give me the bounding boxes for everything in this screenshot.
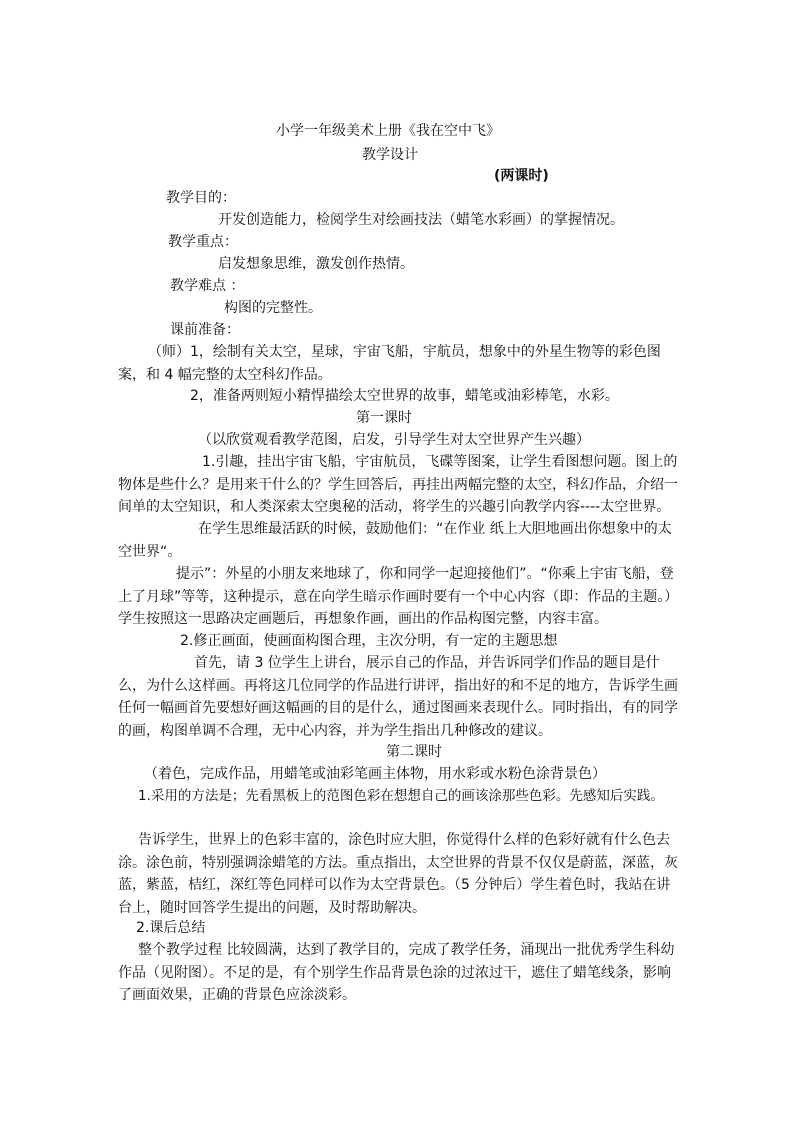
difficulty-text: 构图的完整性。	[224, 300, 322, 316]
doc-periods: (两课时)	[494, 168, 549, 184]
prep-text-2: 2，准备两则短小精悍描绘太空世界的故事，蜡笔或油彩棒笔，水彩。	[190, 388, 619, 404]
lesson1-paragraph-1: 1.引趣，挂出宇宙飞船，宇宙航员，飞碟等图案，让学生看图想问题。图上的物体是些什么？是用来干什么的？学生回答后，再挂出两幅完整的太空，科幻作品，介绍一间单的太空知识，和人类深索太空奥秘的活动，将学生的兴趣引向教学内容----太空世界。	[118, 454, 678, 515]
prep-text-1: （师）1，绘制有关太空，星球，宇宙飞船，宇航员，想象中的外星生物等的彩色图案，和 4 幅完整的太空科幻作品。	[118, 344, 661, 383]
lesson1-heading: 第一课时	[356, 410, 412, 426]
lesson2-paragraph-2: 告诉学生，世界上的色彩丰富的，涂色时应大胆，你觉得什么样的色彩好就有什么色去涂。涂色前，特别强调涂蜡笔的方法。重点指出，太空世界的背景不仅仅是蔚蓝，深蓝，灰蓝，紫蓝，桔红，深红等色同样可以作为太空背景色。（5 分钟后）学生着色时，我站在讲台上，随时回答学生提出的问题，及时帮助解决。	[118, 832, 678, 916]
lesson1-paragraph-2: 在学生思维最活跃的时候，鼓励他们：“在作业 纸上大胆地画出你想象中的太空世界“。	[118, 521, 672, 560]
objective-label: 教学目的：	[166, 190, 236, 206]
lesson1-paragraph-4: 2.修正画面，使画面构图合理，主次分明，有一定的主题思想	[180, 633, 558, 649]
lesson2-paragraph-3: 2.课后总结	[136, 920, 206, 936]
lesson2-intro: （着色，完成作品，用蜡笔或油彩笔画主体物，用水彩或水粉色涂背景色）	[144, 766, 606, 782]
lesson1-paragraph-5: 首先，请 3 位学生上讲台，展示自己的作品，并告诉同学们作品的题目是什么，为什么这样画。再将这几位同学的作品进行讲评，指出好的和不足的地方，告诉学生画任何一幅画首先要想好画这幅画的目的是什么，通过图画来表现什么。同时指出，有的同学的画，构图单调不合理，无中心内容，并为学生指出几种修改的建议。	[118, 655, 678, 739]
difficulty-label: 教学难点 ：	[170, 278, 245, 294]
lesson2-heading: 第二课时	[386, 744, 442, 760]
doc-subtitle: 教学设计	[362, 147, 418, 163]
prep-label: 课前准备：	[170, 322, 240, 338]
lesson1-intro: （以欣赏观看教学范图，启发，引导学生对太空世界产生兴趣）	[198, 432, 590, 448]
lesson2-paragraph-1: 1.采用的方法是；先看黑板上的范图色彩在想想自己的画该涂那些色彩。先感知后实践。	[138, 788, 664, 804]
keypoint-label: 教学重点：	[168, 234, 238, 250]
lesson1-paragraph-3: 提示”：外星的小朋友来地球了，你和同学一起迎接他们”。“你乘上宇宙飞船，登上了月球”等等，这种提示，意在向学生暗示作画时要有一个中心内容（即：作品的主题。）学生按照这一思路决定画题后，再想象作画，画出的作品构图完整，内容丰富。	[118, 566, 674, 627]
objective-text: 开发创造能力，检阅学生对绘画技法（蜡笔水彩画）的掌握情况。	[218, 212, 624, 228]
lesson2-paragraph-4: 整个教学过程 比较圆满，达到了教学目的，完成了教学任务，涌现出一批优秀学生科幼作品（见附图）。不足的是，有个别学生作品背景色涂的过浓过干，遮住了蜡笔线条，影响了画面效果，正确的背景色应涂淡彩。	[118, 942, 675, 1003]
doc-title: 小学一年级美术上册《我在空中飞》	[276, 123, 500, 139]
keypoint-text: 启发想象思维，激发创作热情。	[218, 256, 414, 272]
